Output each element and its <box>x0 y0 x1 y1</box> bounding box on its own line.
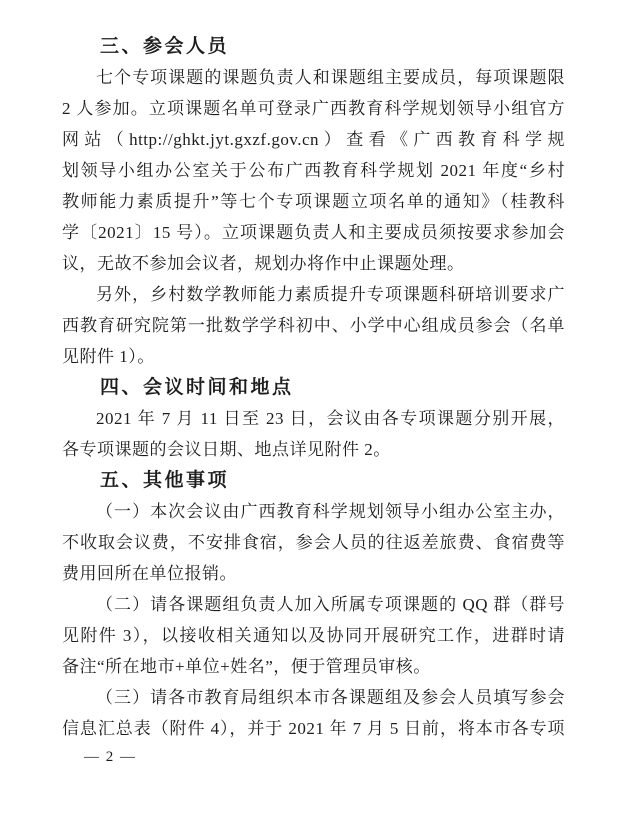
body-text-line: （二）请各课题组负责人加入所属专项课题的 QQ 群（群号 <box>96 595 565 614</box>
body-text-line: 另外，乡村数学教师能力素质提升专项课题科研培训要求广 <box>96 285 565 304</box>
body-text-line: 不收取会议费，不安排食宿，参会人员的往返差旅费、食宿费等 <box>62 533 565 552</box>
body-text-line: 2 人参加。立项课题名单可登录广西教育科学规划领导小组官方 <box>62 99 565 118</box>
section-heading-time-location: 四、会议时间和地点 <box>100 377 294 398</box>
body-text-line: 划领导小组办公室关于公布广西教育科学规划 2021 年度“乡村 <box>62 161 565 180</box>
body-text-line: 信息汇总表（附件 4），并于 2021 年 7 月 5 日前，将本市各专项 <box>62 719 565 738</box>
body-text-line: 见附件 3），以接收相关通知以及协同开展研究工作，进群时请 <box>62 626 565 645</box>
page-number: — 2 — <box>84 749 137 765</box>
body-text-line: 网站（http://ghkt.jyt.gxzf.gov.cn）查看《广西教育科学规 <box>62 130 565 149</box>
section-heading-participants: 三、参会人员 <box>100 36 230 57</box>
body-text-line: 教师能力素质提升”等七个专项课题立项名单的通知》（桂教科 <box>62 192 565 211</box>
body-text-line: 见附件 1）。 <box>62 347 155 366</box>
body-text-line: 各专项课题的会议日期、地点详见附件 2。 <box>62 440 391 459</box>
section-heading-other-matters: 五、其他事项 <box>100 470 230 491</box>
body-text-line: （三）请各市教育局组织本市各课题组及参会人员填写参会 <box>96 688 565 707</box>
body-text-line: 七个专项课题的课题负责人和课题组主要成员，每项课题限 <box>96 68 565 87</box>
document-body <box>62 31 565 744</box>
body-text-line: 备注“所在地市+单位+姓名”，便于管理员审核。 <box>62 657 431 676</box>
body-text-line: 2021 年 7 月 11 日至 23 日，会议由各专项课题分别开展， <box>96 409 565 428</box>
body-text-line: 西教育研究院第一批数学学科初中、小学中心组成员参会（名单 <box>62 316 565 335</box>
body-text-line: 议，无故不参加会议者，规划办将作中止课题处理。 <box>62 254 465 273</box>
body-text-line: （一）本次会议由广西教育科学规划领导小组办公室主办， <box>96 502 565 521</box>
body-text-line: 费用回所在单位报销。 <box>62 564 237 583</box>
body-text-line: 学〔2021〕15 号）。立项课题负责人和主要成员须按要求参加会 <box>62 223 565 242</box>
